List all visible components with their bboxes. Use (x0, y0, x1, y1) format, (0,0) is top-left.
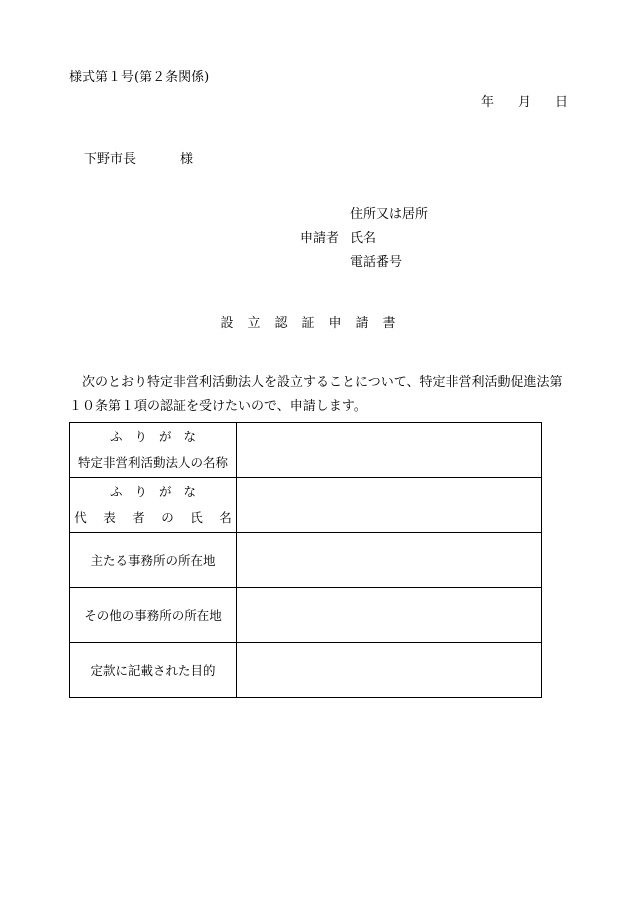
body-line-2: １０条第１項の認証を受けたいので、申請します。 (69, 399, 367, 414)
applicant-block (300, 208, 500, 280)
representative-name-label-cell (70, 478, 249, 533)
corporation-name-field[interactable] (237, 423, 542, 478)
furigana-label: ふりがな (109, 429, 208, 444)
applicant-address-row (300, 208, 500, 232)
date-line (481, 96, 568, 109)
address-label: 住所又は居所 (350, 207, 429, 222)
addressee-name: 下野市長 (84, 152, 137, 167)
applicant-label: 申請者 (300, 231, 340, 246)
main-office-field[interactable] (237, 533, 542, 588)
application-table (69, 422, 542, 698)
phone-label: 電話番号 (350, 255, 403, 270)
other-office-label-cell: その他の事務所の所在地 (70, 588, 237, 643)
date-day: 日 (554, 95, 568, 110)
date-year: 年 (480, 95, 494, 110)
representative-name-label: 代表者の氏名 (74, 510, 249, 525)
table-row (70, 643, 542, 698)
other-office-field[interactable] (237, 588, 542, 643)
document-title: 設立認証申請書 (220, 316, 410, 331)
furigana-label: ふりがな (109, 484, 208, 499)
body-text (69, 371, 564, 419)
main-office-label-cell: 主たる事務所の所在地 (70, 533, 237, 588)
name-label: 氏名 (350, 231, 377, 246)
corporation-name-label: 特定非営利活動法人の名称 (77, 455, 228, 470)
body-line-1: 次のとおり特定非営利活動法人を設立することについて、特定非営利活動促進法第 (82, 375, 563, 390)
representative-name-field[interactable] (237, 478, 542, 533)
purpose-label-cell: 定款に記載された目的 (70, 643, 237, 698)
table-row (70, 423, 542, 478)
applicant-phone-row (300, 256, 500, 280)
date-month: 月 (517, 95, 531, 110)
table-row (70, 478, 542, 533)
form-number: 様式第１号(第２条関係) (69, 70, 210, 85)
addressee (84, 153, 193, 166)
addressee-honorific: 様 (180, 152, 194, 167)
corporation-name-label-cell (70, 423, 237, 478)
table-row (70, 588, 542, 643)
purpose-field[interactable] (237, 643, 542, 698)
applicant-name-row (300, 232, 500, 256)
table-row (70, 533, 542, 588)
